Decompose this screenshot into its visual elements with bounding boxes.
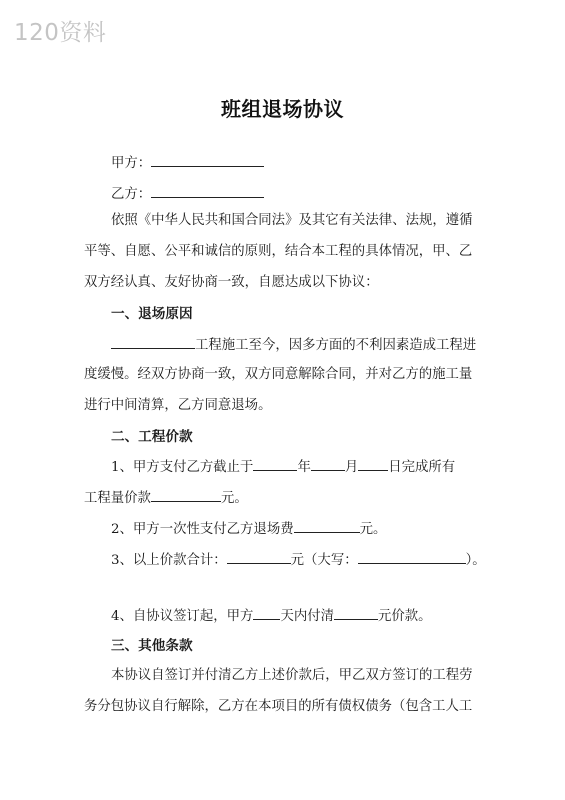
preamble-line-2: 平等、自愿、公平和诚信的原则，结合本工程的具体情况，甲、乙: [84, 244, 473, 259]
party-b-label: 乙方：: [111, 187, 152, 202]
party-a-line: [111, 152, 264, 174]
section-3-line-2: 务分包协议自行解除，乙方在本项目的所有债权债务（包含工人工: [84, 699, 473, 714]
section-2-item-2: [111, 518, 386, 540]
item-1-text-year: 年: [297, 460, 311, 475]
item-2-text-a: 2、甲方一次性支付乙方退场费: [111, 522, 294, 537]
total-blank: [227, 549, 291, 564]
item-1-text-e: 工程量价款: [84, 491, 151, 506]
document-title: 班组退场协议: [221, 97, 344, 121]
watermark: 120资料: [14, 20, 107, 46]
section-2-item-4: [111, 605, 432, 627]
party-a-label: 甲方：: [111, 156, 152, 171]
preamble-line-1: 依照《中华人民共和国合同法》及其它有关法律、法规，遵循: [111, 213, 473, 228]
exit-fee-blank: [294, 518, 360, 533]
party-a-blank: [151, 152, 264, 167]
section-1-heading: 一、退场原因: [111, 306, 193, 322]
year-blank: [253, 456, 297, 471]
item-1-text-f: 元。: [220, 491, 248, 506]
party-b-line: [111, 183, 264, 205]
month-blank: [311, 456, 345, 471]
party-b-blank: [151, 183, 264, 198]
item-4-text-b: 天内付清: [280, 609, 334, 624]
section-1-line-1: [111, 334, 476, 356]
item-4-text-a: 4、自协议签订起，甲方: [111, 609, 254, 624]
item-3-text-b: 元（大写：: [290, 553, 358, 568]
preamble-line-3: 双方经认真、友好协商一致，自愿达成以下协议：: [84, 275, 379, 290]
item-1-text-month: 月: [344, 460, 359, 475]
section-1-line-3: 进行中间清算，乙方同意退场。: [84, 398, 272, 413]
days-blank: [253, 605, 280, 620]
item-2-text-b: 元。: [359, 522, 387, 537]
section-1-line-1-text: 工程施工至今，因多方面的不利因素造成工程进: [195, 338, 477, 353]
section-3-line-1: 本协议自签订并付清乙方上述价款后，甲乙双方签订的工程劳: [111, 668, 473, 683]
section-2-item-1: [111, 456, 455, 478]
amount-blank: [151, 487, 221, 502]
section-3-heading: 三、其他条款: [111, 638, 193, 654]
section-2-item-3: [111, 549, 486, 571]
section-1-blank: [111, 334, 195, 349]
section-2-heading: 二、工程价款: [111, 429, 193, 445]
section-2-item-1-cont: [84, 487, 248, 509]
item-1-text-a: 1、甲方支付乙方截止于: [111, 460, 254, 475]
item-4-text-c: 元价款。: [378, 609, 432, 624]
item-3-text-c: ）。: [465, 553, 486, 568]
section-1-line-2: 度缓慢。经双方协商一致，双方同意解除合同，并对乙方的施工量: [84, 367, 473, 382]
item-3-text-a: 3、以上价款合计：: [111, 553, 227, 568]
day-blank: [358, 456, 388, 471]
total-uppercase-blank: [358, 549, 466, 564]
item-1-text-d: 日完成所有: [388, 460, 456, 475]
payment-blank: [334, 605, 378, 620]
